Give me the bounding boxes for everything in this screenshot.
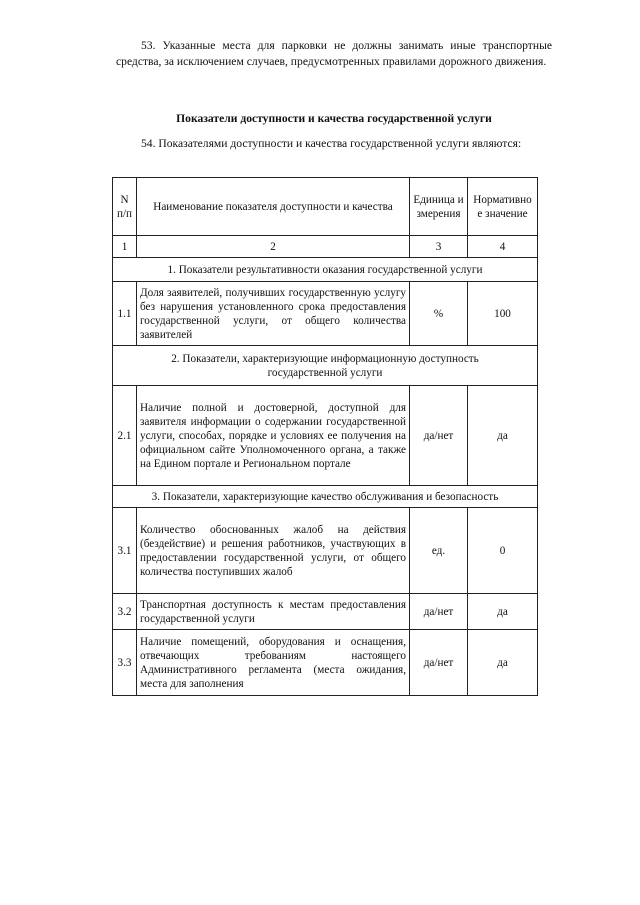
paragraph-54: 54. Показателями доступности и качества государственной услуги являются: [141, 137, 522, 150]
section-row-1 [113, 258, 538, 282]
row-unit: да/нет [410, 386, 468, 486]
row-norm: да [468, 630, 538, 696]
row-name: Доля заявителей, получивших государственную услугу без нарушения установленного срока предоставления государственной услуги, от общего количества заявителей [137, 282, 410, 346]
table-row [113, 630, 538, 696]
row-number: 3.3 [113, 630, 137, 696]
col-number-4: 4 [468, 236, 538, 258]
header-unit: Единица измерения [410, 178, 468, 236]
row-norm: 100 [468, 282, 538, 346]
row-name: Количество обоснованных жалоб на действия (бездействие) и решения работников, участвующих в предоставлении государственной услуги, от общего количества поступивших жалоб [137, 508, 410, 594]
metrics-table [112, 177, 538, 696]
table-row [113, 594, 538, 630]
row-norm: да [468, 386, 538, 486]
paragraph-53: 53. Указанные места для парковки не должны занимать иные транспортные средства, за исключением случаев, предусмотренных правилами дорожного движения. [116, 39, 552, 68]
section-2-title: 2. Показатели, характеризующие информационную доступность государственной услуги [113, 346, 538, 386]
col-number-2: 2 [137, 236, 410, 258]
row-unit: % [410, 282, 468, 346]
row-number: 2.1 [113, 386, 137, 486]
header-norm: Нормативное значение [468, 178, 538, 236]
header-name: Наименование показателя доступности и качества [137, 178, 410, 236]
row-unit: да/нет [410, 594, 468, 630]
col-number-1: 1 [113, 236, 137, 258]
section-1-title: 1. Показатели результативности оказания государственной услуги [113, 258, 538, 282]
row-norm: 0 [468, 508, 538, 594]
section-heading: Показатели доступности и качества государственной услуги [176, 112, 492, 125]
table-header-row [113, 178, 538, 236]
row-name: Наличие помещений, оборудования и оснащения, отвечающих требованиям настоящего Административного регламента (места ожидания, места для заполнения [137, 630, 410, 696]
row-number: 3.2 [113, 594, 137, 630]
section-row-3 [113, 486, 538, 508]
row-name: Транспортная доступность к местам предоставления государственной услуги [137, 594, 410, 630]
row-number: 1.1 [113, 282, 137, 346]
row-unit: да/нет [410, 630, 468, 696]
table-row [113, 386, 538, 486]
table-row [113, 282, 538, 346]
row-unit: ед. [410, 508, 468, 594]
section-3-title: 3. Показатели, характеризующие качество обслуживания и безопасность [113, 486, 538, 508]
column-number-row [113, 236, 538, 258]
section-row-2 [113, 346, 538, 386]
row-number: 3.1 [113, 508, 137, 594]
col-number-3: 3 [410, 236, 468, 258]
table-row [113, 508, 538, 594]
row-norm: да [468, 594, 538, 630]
row-name: Наличие полной и достоверной, доступной для заявителя информации о содержании государственной услуги, способах, порядке и условиях ее получения на официальном сайте Уполномоченного органа, а также на Едином портале и Региональном портале [137, 386, 410, 486]
header-num: N п/п [113, 178, 137, 236]
